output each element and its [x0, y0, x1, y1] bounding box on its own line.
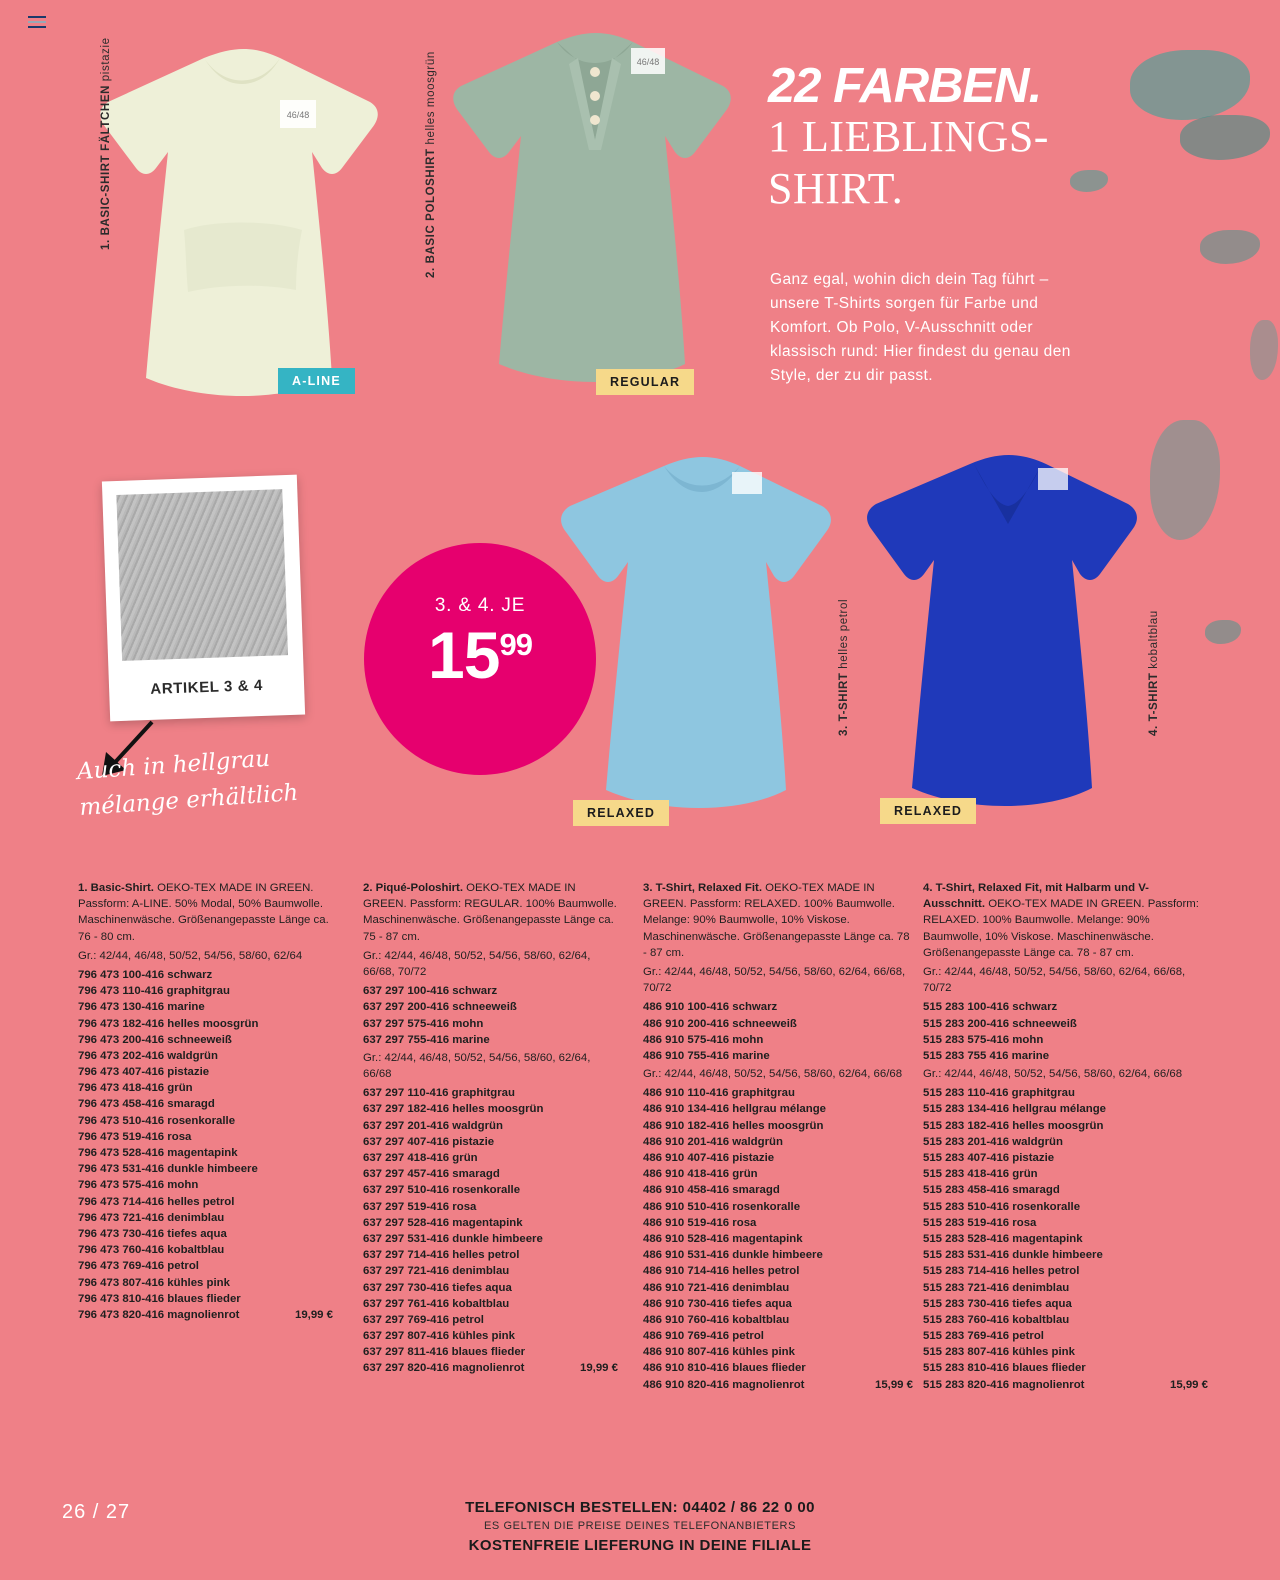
- article-column-4: [923, 880, 1208, 1393]
- article-sizes-3b: Gr.: 42/44, 46/48, 50/52, 54/56, 58/60, 62/64, 66/68: [643, 1068, 903, 1081]
- price-euros: 15: [428, 618, 500, 692]
- article-title-4: 4. T-Shirt, Relaxed Fit, mit Halbarm und V-Ausschnitt.: [923, 882, 1149, 911]
- list-item: 486 910 760-416 kobaltblau: [643, 1313, 790, 1326]
- list-item: 486 910 714-416 helles petrol: [643, 1265, 800, 1278]
- list-item: 515 283 760-416 kobaltblau: [923, 1313, 1070, 1326]
- list-item: 486 910 730-416 tiefes aqua: [643, 1297, 792, 1310]
- product-index-1: 1.: [100, 239, 112, 250]
- svg-text:46/48: 46/48: [636, 57, 660, 67]
- product-title-2: BASIC POLOSHIRT: [425, 148, 437, 264]
- product-index-3: 3.: [838, 725, 850, 736]
- list-item-last: 486 910 820-416 magnolienrot 15,99 €: [643, 1377, 913, 1393]
- list-item: 515 283 418-416 grün: [923, 1168, 1038, 1181]
- list-item: 486 910 418-416 grün: [643, 1168, 758, 1181]
- fabric-swatch-card: [102, 475, 305, 722]
- list-item: 515 283 714-416 helles petrol: [923, 1265, 1080, 1278]
- headline-line-1: 22 FARBEN.: [768, 59, 1042, 113]
- list-item: 637 297 407-416 pistazie: [363, 1135, 495, 1148]
- list-item: 486 910 134-416 hellgrau mélange: [643, 1103, 826, 1116]
- list-item: 486 910 407-416 pistazie: [643, 1152, 775, 1164]
- product-title-1: BASIC-SHIRT FÄLTCHEN: [100, 84, 112, 236]
- list-item: 637 297 418-416 grün: [363, 1152, 478, 1164]
- list-item: 515 283 519-416 rosa: [923, 1216, 1037, 1229]
- list-item: 515 283 110-416 graphitgrau: [923, 1087, 1075, 1100]
- article-desc-3: OEKO-TEX MADE IN GREEN. Passform: RELAXED. 100% Baumwolle. Melange: 90% Baumwolle, 10% Viskose. Maschinenwäsche. Größenangepasste Länge ca. 78 - 87 cm.: [643, 882, 910, 959]
- list-item: 515 283 407-416 pistazie: [923, 1152, 1055, 1164]
- list-item: 796 473 510-416 rosenkoralle: [78, 1114, 236, 1127]
- article-items-2a: [363, 983, 618, 1048]
- article-items-3b: [643, 1085, 913, 1393]
- list-item: 486 910 110-416 graphitgrau: [643, 1087, 795, 1100]
- list-item: 637 297 755-416 marine: [363, 1033, 490, 1046]
- list-item: 796 473 418-416 grün: [78, 1082, 193, 1095]
- list-item: 637 297 575-416 mohn: [363, 1017, 484, 1030]
- list-item: 796 473 130-416 marine: [78, 1001, 205, 1014]
- list-item: 486 910 182-416 helles moosgrün: [643, 1119, 824, 1132]
- article-sizes-2a: Gr.: 42/44, 46/48, 50/52, 54/56, 58/60, 62/64, 66/68, 70/72: [363, 949, 591, 978]
- list-item: 637 297 721-416 denimblau: [363, 1265, 510, 1278]
- list-item: 486 910 510-416 rosenkoralle: [643, 1200, 801, 1213]
- list-item: 637 297 531-416 dunkle himbeere: [363, 1232, 543, 1245]
- list-item: 515 283 182-416 helles moosgrün: [923, 1119, 1104, 1132]
- list-item: 486 910 575-416 mohn: [643, 1033, 764, 1046]
- product-photo-4: [862, 448, 1152, 838]
- list-item: 515 283 807-416 kühles pink: [923, 1346, 1075, 1359]
- list-item: 637 297 807-416 kühles pink: [363, 1330, 515, 1343]
- product-color-2: helles moosgrün: [425, 51, 437, 145]
- list-item: 515 283 134-416 hellgrau mélange: [923, 1103, 1106, 1116]
- price-cents: 99: [499, 627, 532, 662]
- list-item: 637 297 730-416 tiefes aqua: [363, 1281, 512, 1294]
- list-item: 515 283 575-416 mohn: [923, 1033, 1044, 1046]
- fit-badge-2: REGULAR: [596, 369, 694, 395]
- list-item: 796 473 200-416 schneeweiß: [78, 1033, 232, 1046]
- article-price-3: 15,99 €: [874, 1378, 913, 1391]
- list-item: 515 283 200-416 schneeweiß: [923, 1017, 1077, 1030]
- list-item: 486 910 769-416 petrol: [643, 1330, 764, 1343]
- list-item: 515 283 458-416 smaragd: [923, 1184, 1060, 1197]
- article-price-2: 19,99 €: [579, 1362, 618, 1375]
- list-item: 637 297 110-416 graphitgrau: [363, 1087, 515, 1100]
- list-item: 796 473 407-416 pistazie: [78, 1066, 210, 1079]
- list-item: 637 297 714-416 helles petrol: [363, 1249, 520, 1262]
- list-item: 796 473 182-416 helles moosgrün: [78, 1017, 259, 1030]
- list-item: 796 473 769-416 petrol: [78, 1260, 199, 1273]
- list-item: 796 473 519-416 rosa: [78, 1130, 192, 1143]
- order-phone-line: TELEFONISCH BESTELLEN: 04402 / 86 22 0 00: [465, 1499, 815, 1516]
- intro-paragraph: Ganz egal, wohin dich dein Tag führt – unsere T-Shirts sorgen für Farbe und Komfort. Ob Polo, V-Ausschnitt oder klassisch rund: Hier findest du genau den Style, der zu dir passt.: [770, 271, 1071, 385]
- article-desc-1: OEKO-TEX MADE IN GREEN. Passform: A-LINE. 50% Modal, 50% Baumwolle. Maschinenwäsche. Größenangepasste Länge ca. 76 - 80 cm.: [78, 882, 329, 943]
- delivery-note: KOSTENFREIE LIEFERUNG IN DEINE FILIALE: [468, 1537, 812, 1554]
- article-title-2: 2. Piqué-Poloshirt.: [363, 882, 463, 894]
- list-item: 796 473 730-416 tiefes aqua: [78, 1227, 227, 1240]
- list-item: 486 910 755-416 marine: [643, 1049, 770, 1062]
- article-title-1: 1. Basic-Shirt.: [78, 882, 154, 894]
- list-item: 637 297 519-416 rosa: [363, 1200, 477, 1213]
- product-caption-2: [425, 51, 437, 278]
- product-color-4: kobaltblau: [1148, 610, 1160, 669]
- list-item: 515 283 100-416 schwarz: [923, 1001, 1058, 1014]
- list-item: 796 473 100-416 schwarz: [78, 968, 213, 981]
- headline-line-2: 1 LIEBLINGS-: [768, 112, 1049, 161]
- list-item: 637 297 811-416 blaues flieder: [363, 1346, 526, 1359]
- list-item: 486 910 201-416 waldgrün: [643, 1135, 783, 1148]
- list-item: 486 910 519-416 rosa: [643, 1216, 757, 1229]
- page-number: 26 / 27: [62, 1501, 131, 1523]
- list-item: 796 473 110-416 graphitgrau: [78, 985, 230, 998]
- article-sizes-1a: Gr.: 42/44, 46/48, 50/52, 54/56, 58/60, 62/64: [78, 949, 303, 962]
- list-item: 486 910 458-416 smaragd: [643, 1184, 780, 1197]
- page-title: [768, 59, 1258, 215]
- list-item: 486 910 100-416 schwarz: [643, 1001, 778, 1014]
- article-column-1: [78, 880, 333, 1323]
- list-item: 486 910 721-416 denimblau: [643, 1281, 790, 1294]
- list-item: 515 283 730-416 tiefes aqua: [923, 1297, 1072, 1310]
- fit-badge-4: RELAXED: [880, 798, 976, 824]
- article-title-3: 3. T-Shirt, Relaxed Fit.: [643, 882, 762, 894]
- list-item: 515 283 810-416 blaues flieder: [923, 1362, 1086, 1375]
- list-item: 486 910 810-416 blaues flieder: [643, 1362, 806, 1375]
- article-items-4a: [923, 999, 1208, 1064]
- list-item: 796 473 531-416 dunkle himbeere: [78, 1163, 258, 1176]
- article-sizes-4a: Gr.: 42/44, 46/48, 50/52, 54/56, 58/60, 62/64, 66/68, 70/72: [923, 965, 1186, 995]
- list-item: 486 910 528-416 magentapink: [643, 1232, 803, 1245]
- article-price-4: 15,99 €: [1169, 1378, 1208, 1391]
- list-item: 515 283 531-416 dunkle himbeere: [923, 1249, 1103, 1262]
- list-item: 796 473 760-416 kobaltblau: [78, 1244, 225, 1257]
- article-sizes-4b: Gr.: 42/44, 46/48, 50/52, 54/56, 58/60, 62/64, 66/68: [923, 1068, 1183, 1081]
- article-items-3a: [643, 999, 913, 1064]
- list-item: 796 473 714-416 helles petrol: [78, 1195, 235, 1208]
- list-item: 515 283 510-416 rosenkoralle: [923, 1200, 1081, 1213]
- article-sizes-3a: Gr.: 42/44, 46/48, 50/52, 54/56, 58/60, 62/64, 66/68, 70/72: [643, 965, 906, 995]
- list-item: 796 473 528-416 magentapink: [78, 1147, 238, 1159]
- article-items-4b: [923, 1085, 1208, 1393]
- product-title-4: T-SHIRT: [1148, 672, 1160, 722]
- list-item: 637 297 528-416 magentapink: [363, 1216, 523, 1229]
- list-item: 796 473 721-416 denimblau: [78, 1211, 225, 1224]
- product-index-2: 2.: [425, 267, 437, 278]
- list-item-last: 515 283 820-416 magnolienrot 15,99 €: [923, 1377, 1208, 1393]
- product-caption-3: [838, 599, 850, 736]
- list-item: 486 910 200-416 schneeweiß: [643, 1017, 797, 1030]
- list-item: 637 297 510-416 rosenkoralle: [363, 1184, 521, 1197]
- article-column-3: [643, 880, 913, 1393]
- list-item: 796 473 810-416 blaues flieder: [78, 1292, 241, 1305]
- list-item: 637 297 100-416 schwarz: [363, 985, 498, 998]
- product-index-4: 4.: [1148, 725, 1160, 736]
- article-column-2: [363, 880, 618, 1377]
- list-item-last: 637 297 820-416 magnolienrot 19,99 €: [363, 1360, 618, 1376]
- list-item-last: 796 473 820-416 magnolienrot 19,99 €: [78, 1307, 333, 1323]
- fit-badge-1: A-LINE: [278, 368, 355, 394]
- product-caption-4: [1148, 610, 1160, 736]
- list-item: 796 473 575-416 mohn: [78, 1179, 199, 1192]
- article-desc-4: OEKO-TEX MADE IN GREEN. Passform: RELAXED. 100% Baumwolle. Melange: 90% Baumwolle, 10% Viskose. Maschinenwäsche. Größenangepasste Länge ca. 78 - 87 cm.: [923, 898, 1199, 959]
- price-badge-caption: 3. & 4. JE: [434, 595, 526, 616]
- product-color-1: pistazie: [100, 37, 112, 82]
- handwritten-note: Auch in hellgrau mélange erhältlich: [76, 745, 300, 821]
- list-item: 515 283 769-416 petrol: [923, 1330, 1044, 1343]
- footer: [0, 1499, 1280, 1554]
- article-items-1a: [78, 967, 333, 1323]
- svg-text:46/48: 46/48: [286, 110, 310, 120]
- swatch-label: ARTIKEL 3 & 4: [150, 676, 264, 698]
- list-item: 796 473 202-416 waldgrün: [78, 1049, 218, 1062]
- list-item: 637 297 457-416 smaragd: [363, 1168, 500, 1181]
- product-photo-2: [445, 20, 745, 420]
- article-items-2b: [363, 1085, 618, 1376]
- headline-line-3: SHIRT.: [768, 163, 904, 213]
- list-item: 515 283 721-416 denimblau: [923, 1281, 1070, 1294]
- list-item: 515 283 201-416 waldgrün: [923, 1135, 1063, 1148]
- product-title-3: T-SHIRT: [838, 672, 850, 722]
- fabric-swatch-image: [116, 489, 288, 661]
- product-caption-1: [100, 37, 112, 250]
- article-sizes-2b: Gr.: 42/44, 46/48, 50/52, 54/56, 58/60, 62/64, 66/68: [363, 1051, 591, 1081]
- list-item: 486 910 531-416 dunkle himbeere: [643, 1249, 823, 1262]
- price-badge: [364, 543, 596, 775]
- product-color-3: helles petrol: [838, 598, 850, 669]
- list-item: 637 297 769-416 petrol: [363, 1313, 484, 1326]
- article-desc-2: OEKO-TEX MADE IN GREEN. Passform: REGULAR. 100% Baumwolle. Maschinenwäsche. Größenangepasste Länge ca. 75 - 87 cm.: [363, 882, 617, 943]
- list-item: 486 910 807-416 kühles pink: [643, 1346, 795, 1359]
- fit-badge-3: RELAXED: [573, 800, 669, 826]
- article-price-1: 19,99 €: [294, 1308, 333, 1321]
- list-item: 637 297 200-416 schneeweiß: [363, 1001, 517, 1014]
- corner-marker-icon: [28, 16, 46, 30]
- product-photo-3: [556, 448, 846, 838]
- list-item: 637 297 761-416 kobaltblau: [363, 1297, 510, 1310]
- list-item: 515 283 755 416 marine: [923, 1049, 1050, 1062]
- list-item: 515 283 528-416 magentapink: [923, 1232, 1083, 1245]
- list-item: 796 473 807-416 kühles pink: [78, 1276, 230, 1289]
- list-item: 637 297 201-416 waldgrün: [363, 1119, 503, 1132]
- list-item: 637 297 182-416 helles moosgrün: [363, 1103, 544, 1116]
- list-item: 796 473 458-416 smaragd: [78, 1098, 215, 1111]
- phone-disclaimer: ES GELTEN DIE PREISE DEINES TELEFONANBIETERS: [483, 1520, 797, 1532]
